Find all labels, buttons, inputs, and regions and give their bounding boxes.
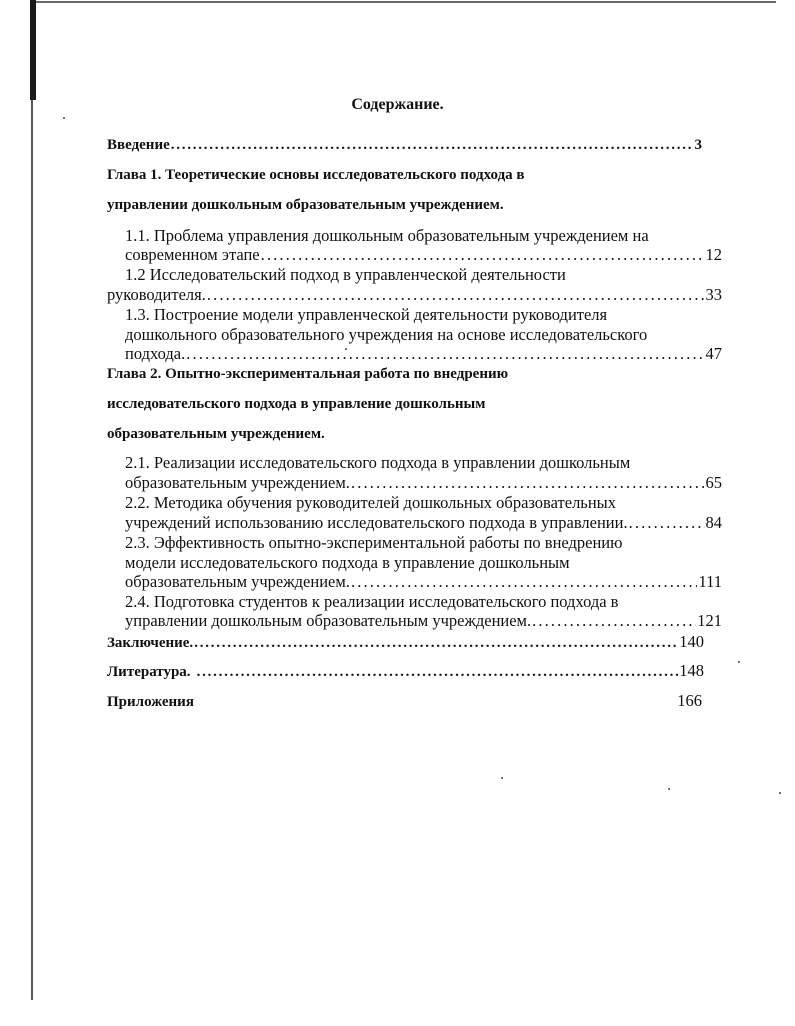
toc-entry-appendix[interactable]	[107, 691, 702, 711]
dot-leader	[197, 664, 679, 681]
toc-page-number: 140	[679, 632, 704, 651]
toc-entry-2-3[interactable]	[125, 572, 722, 592]
dot-leader	[351, 473, 705, 493]
scan-speck	[501, 777, 503, 779]
section-1-2-line-1: 1.2 Исследовательский подход в управленческой деятельности	[125, 265, 566, 284]
dot-leader	[532, 611, 696, 631]
toc-entry-2-4[interactable]	[125, 611, 722, 631]
section-2-4-line-1: 2.4. Подготовка студентов к реализации исследовательского подхода в	[125, 592, 619, 611]
scan-speck	[668, 788, 670, 790]
toc-entry-literature[interactable]	[107, 661, 704, 681]
scan-speck	[63, 117, 65, 119]
chapter-1-heading-line-1: Глава 1. Теоретические основы исследовательского подхода в	[107, 167, 525, 183]
dot-leader	[629, 513, 705, 533]
toc-page-number: 166	[677, 691, 702, 710]
section-2-2-line-1: 2.2. Методика обучения руководителей дошкольных образовательных	[125, 493, 616, 512]
scan-speck	[779, 792, 781, 794]
chapter-1-heading-line-2: управлении дошкольным образовательным учреждением.	[107, 197, 504, 213]
toc-page-number: 121	[697, 611, 722, 630]
toc-entry-1-2[interactable]	[107, 285, 722, 305]
toc-entry-1-1[interactable]	[125, 245, 722, 265]
toc-page-number: 148	[679, 661, 704, 680]
section-1-1-line-1: 1.1. Проблема управления дошкольным образовательным учреждением на	[125, 226, 649, 245]
toc-entry-label: Приложения	[107, 694, 194, 710]
section-1-3-line-1: 1.3. Построение модели управленческой деятельности руководителя	[125, 305, 608, 324]
toc-entry-intro[interactable]	[107, 137, 702, 154]
toc-page-number: 65	[705, 473, 722, 492]
toc-page-number: 111	[698, 572, 722, 591]
scan-border-left-thin	[31, 100, 33, 1000]
section-1-3-line-2: дошкольного образовательного учреждения на основе исследовательского	[125, 325, 648, 344]
toc-entry-label: управлении дошкольным образовательным учреждением.	[125, 611, 532, 630]
toc-entry-conclusion[interactable]	[107, 632, 704, 652]
toc-entry-label: подхода.	[125, 344, 186, 363]
toc-entry-label: Литература.	[107, 664, 191, 680]
toc-page-number: 3	[694, 137, 702, 153]
toc-page-number: 12	[705, 245, 722, 264]
section-2-3-line-2: модели исследовательского подхода в управление дошкольным	[125, 553, 570, 572]
dot-leader	[171, 137, 694, 154]
toc-entry-label: образовательным учреждением.	[125, 473, 350, 492]
dot-leader	[261, 245, 705, 265]
scan-border-top	[36, 1, 776, 3]
scan-border-left	[30, 0, 36, 100]
toc-entry-1-3[interactable]	[125, 344, 722, 364]
section-2-3-line-1: 2.3. Эффективность опытно-экспериментальной работы по внедрению	[125, 533, 623, 552]
toc-entry-label: образовательным учреждением.	[125, 572, 350, 591]
chapter-2-heading-line-3: образовательным учреждением.	[107, 426, 325, 442]
dot-leader	[194, 635, 678, 652]
section-2-1-line-1: 2.1. Реализации исследовательского подхода в управлении дошкольным	[125, 453, 631, 472]
toc-page-number: 33	[705, 285, 722, 304]
toc-entry-label: Введение	[107, 137, 170, 153]
dot-leader	[351, 572, 698, 592]
toc-entry-2-2[interactable]	[125, 513, 722, 533]
page-title: Содержание.	[351, 96, 444, 113]
toc-entry-label: Заключение.	[107, 635, 194, 651]
dot-leader	[186, 344, 704, 364]
toc-page-number: 47	[705, 344, 722, 363]
toc-entry-label: современном этапе	[125, 245, 260, 264]
toc-entry-label: руководителя.	[107, 285, 206, 304]
chapter-2-heading-line-1: Глава 2. Опытно-экспериментальная работа по внедрению	[107, 366, 509, 382]
scan-speck	[738, 661, 740, 663]
toc-page-number: 84	[705, 513, 722, 532]
toc-entry-2-1[interactable]	[125, 473, 722, 493]
chapter-2-heading-line-2: исследовательского подхода в управление дошкольным	[107, 396, 486, 412]
toc-entry-label: учреждений использованию исследовательского подхода в управлении.	[125, 513, 628, 532]
dot-leader	[207, 285, 705, 305]
